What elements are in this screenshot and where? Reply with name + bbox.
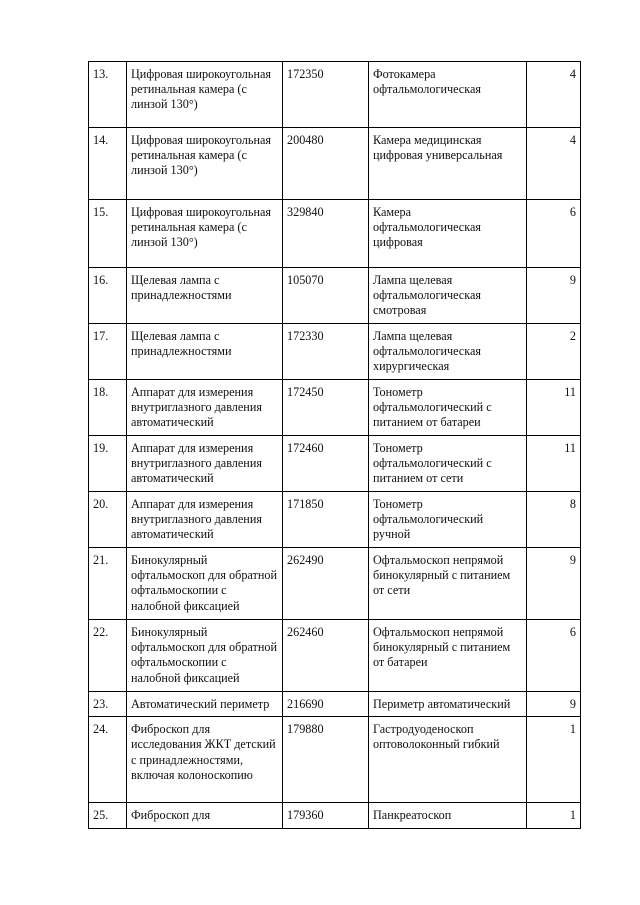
- table-body: [89, 62, 581, 829]
- quantity-cell: 11: [527, 380, 581, 436]
- row-number-cell: 21.: [89, 548, 127, 620]
- quantity-cell: 6: [527, 620, 581, 692]
- device-code-cell: 179880: [283, 717, 369, 803]
- device-type-cell: Периметр автоматический: [369, 692, 527, 717]
- quantity-cell: 4: [527, 62, 581, 128]
- table-row: [89, 128, 581, 200]
- row-number-cell: 18.: [89, 380, 127, 436]
- quantity-cell: 4: [527, 128, 581, 200]
- table-row: [89, 548, 581, 620]
- device-type-cell: Лампа щелевая офтальмологическая хирургическая: [369, 324, 527, 380]
- row-number-cell: 24.: [89, 717, 127, 803]
- device-code-cell: 329840: [283, 200, 369, 268]
- device-type-cell: Фотокамера офтальмологическая: [369, 62, 527, 128]
- device-code-cell: 172450: [283, 380, 369, 436]
- table-row: [89, 492, 581, 548]
- device-type-cell: Тонометр офтальмологический ручной: [369, 492, 527, 548]
- quantity-cell: 9: [527, 548, 581, 620]
- row-number-cell: 19.: [89, 436, 127, 492]
- quantity-cell: 2: [527, 324, 581, 380]
- device-code-cell: 172350: [283, 62, 369, 128]
- equipment-table: [88, 61, 581, 829]
- device-name-cell: Автоматический периметр: [127, 692, 283, 717]
- row-number-cell: 13.: [89, 62, 127, 128]
- device-type-cell: Тонометр офтальмологический с питанием от батареи: [369, 380, 527, 436]
- device-type-cell: Панкреатоскоп: [369, 803, 527, 829]
- device-type-cell: Камера офтальмологическая цифровая: [369, 200, 527, 268]
- device-code-cell: 262460: [283, 620, 369, 692]
- table-row: [89, 324, 581, 380]
- row-number-cell: 14.: [89, 128, 127, 200]
- device-name-cell: Аппарат для измерения внутриглазного давления автоматический: [127, 380, 283, 436]
- device-type-cell: Тонометр офтальмологический с питанием от сети: [369, 436, 527, 492]
- table-row: [89, 620, 581, 692]
- device-type-cell: Гастродуоденоскоп оптоволоконный гибкий: [369, 717, 527, 803]
- device-name-cell: Щелевая лампа с принадлежностями: [127, 268, 283, 324]
- device-name-cell: Бинокулярный офтальмоскоп для обратной офтальмоскопии с налобной фиксацией: [127, 548, 283, 620]
- device-code-cell: 171850: [283, 492, 369, 548]
- device-code-cell: 172460: [283, 436, 369, 492]
- row-number-cell: 23.: [89, 692, 127, 717]
- row-number-cell: 25.: [89, 803, 127, 829]
- device-name-cell: Щелевая лампа с принадлежностями: [127, 324, 283, 380]
- row-number-cell: 16.: [89, 268, 127, 324]
- table-row: [89, 62, 581, 128]
- device-name-cell: Цифровая широкоугольная ретинальная камера (с линзой 130°): [127, 200, 283, 268]
- device-code-cell: 105070: [283, 268, 369, 324]
- table-row: [89, 803, 581, 829]
- device-code-cell: 200480: [283, 128, 369, 200]
- row-number-cell: 15.: [89, 200, 127, 268]
- row-number-cell: 20.: [89, 492, 127, 548]
- table-row: [89, 436, 581, 492]
- device-name-cell: Фиброскоп для исследования ЖКТ детский с принадлежностями, включая колоноскопию: [127, 717, 283, 803]
- device-name-cell: Бинокулярный офтальмоскоп для обратной офтальмоскопии с налобной фиксацией: [127, 620, 283, 692]
- table-row: [89, 268, 581, 324]
- device-type-cell: Лампа щелевая офтальмологическая смотровая: [369, 268, 527, 324]
- row-number-cell: 17.: [89, 324, 127, 380]
- quantity-cell: 11: [527, 436, 581, 492]
- device-name-cell: Аппарат для измерения внутриглазного давления автоматический: [127, 436, 283, 492]
- quantity-cell: 6: [527, 200, 581, 268]
- device-code-cell: 179360: [283, 803, 369, 829]
- table-row: [89, 717, 581, 803]
- row-number-cell: 22.: [89, 620, 127, 692]
- table-row: [89, 380, 581, 436]
- quantity-cell: 9: [527, 268, 581, 324]
- quantity-cell: 1: [527, 803, 581, 829]
- table-row: [89, 200, 581, 268]
- device-type-cell: Офтальмоскоп непрямой бинокулярный с питанием от сети: [369, 548, 527, 620]
- quantity-cell: 1: [527, 717, 581, 803]
- device-type-cell: Офтальмоскоп непрямой бинокулярный с питанием от батареи: [369, 620, 527, 692]
- device-name-cell: Фиброскоп для: [127, 803, 283, 829]
- device-name-cell: Аппарат для измерения внутриглазного давления автоматический: [127, 492, 283, 548]
- device-type-cell: Камера медицинская цифровая универсальная: [369, 128, 527, 200]
- device-code-cell: 262490: [283, 548, 369, 620]
- device-code-cell: 172330: [283, 324, 369, 380]
- device-name-cell: Цифровая широкоугольная ретинальная камера (с линзой 130°): [127, 62, 283, 128]
- quantity-cell: 8: [527, 492, 581, 548]
- device-code-cell: 216690: [283, 692, 369, 717]
- table-row: [89, 692, 581, 717]
- device-name-cell: Цифровая широкоугольная ретинальная камера (с линзой 130°): [127, 128, 283, 200]
- quantity-cell: 9: [527, 692, 581, 717]
